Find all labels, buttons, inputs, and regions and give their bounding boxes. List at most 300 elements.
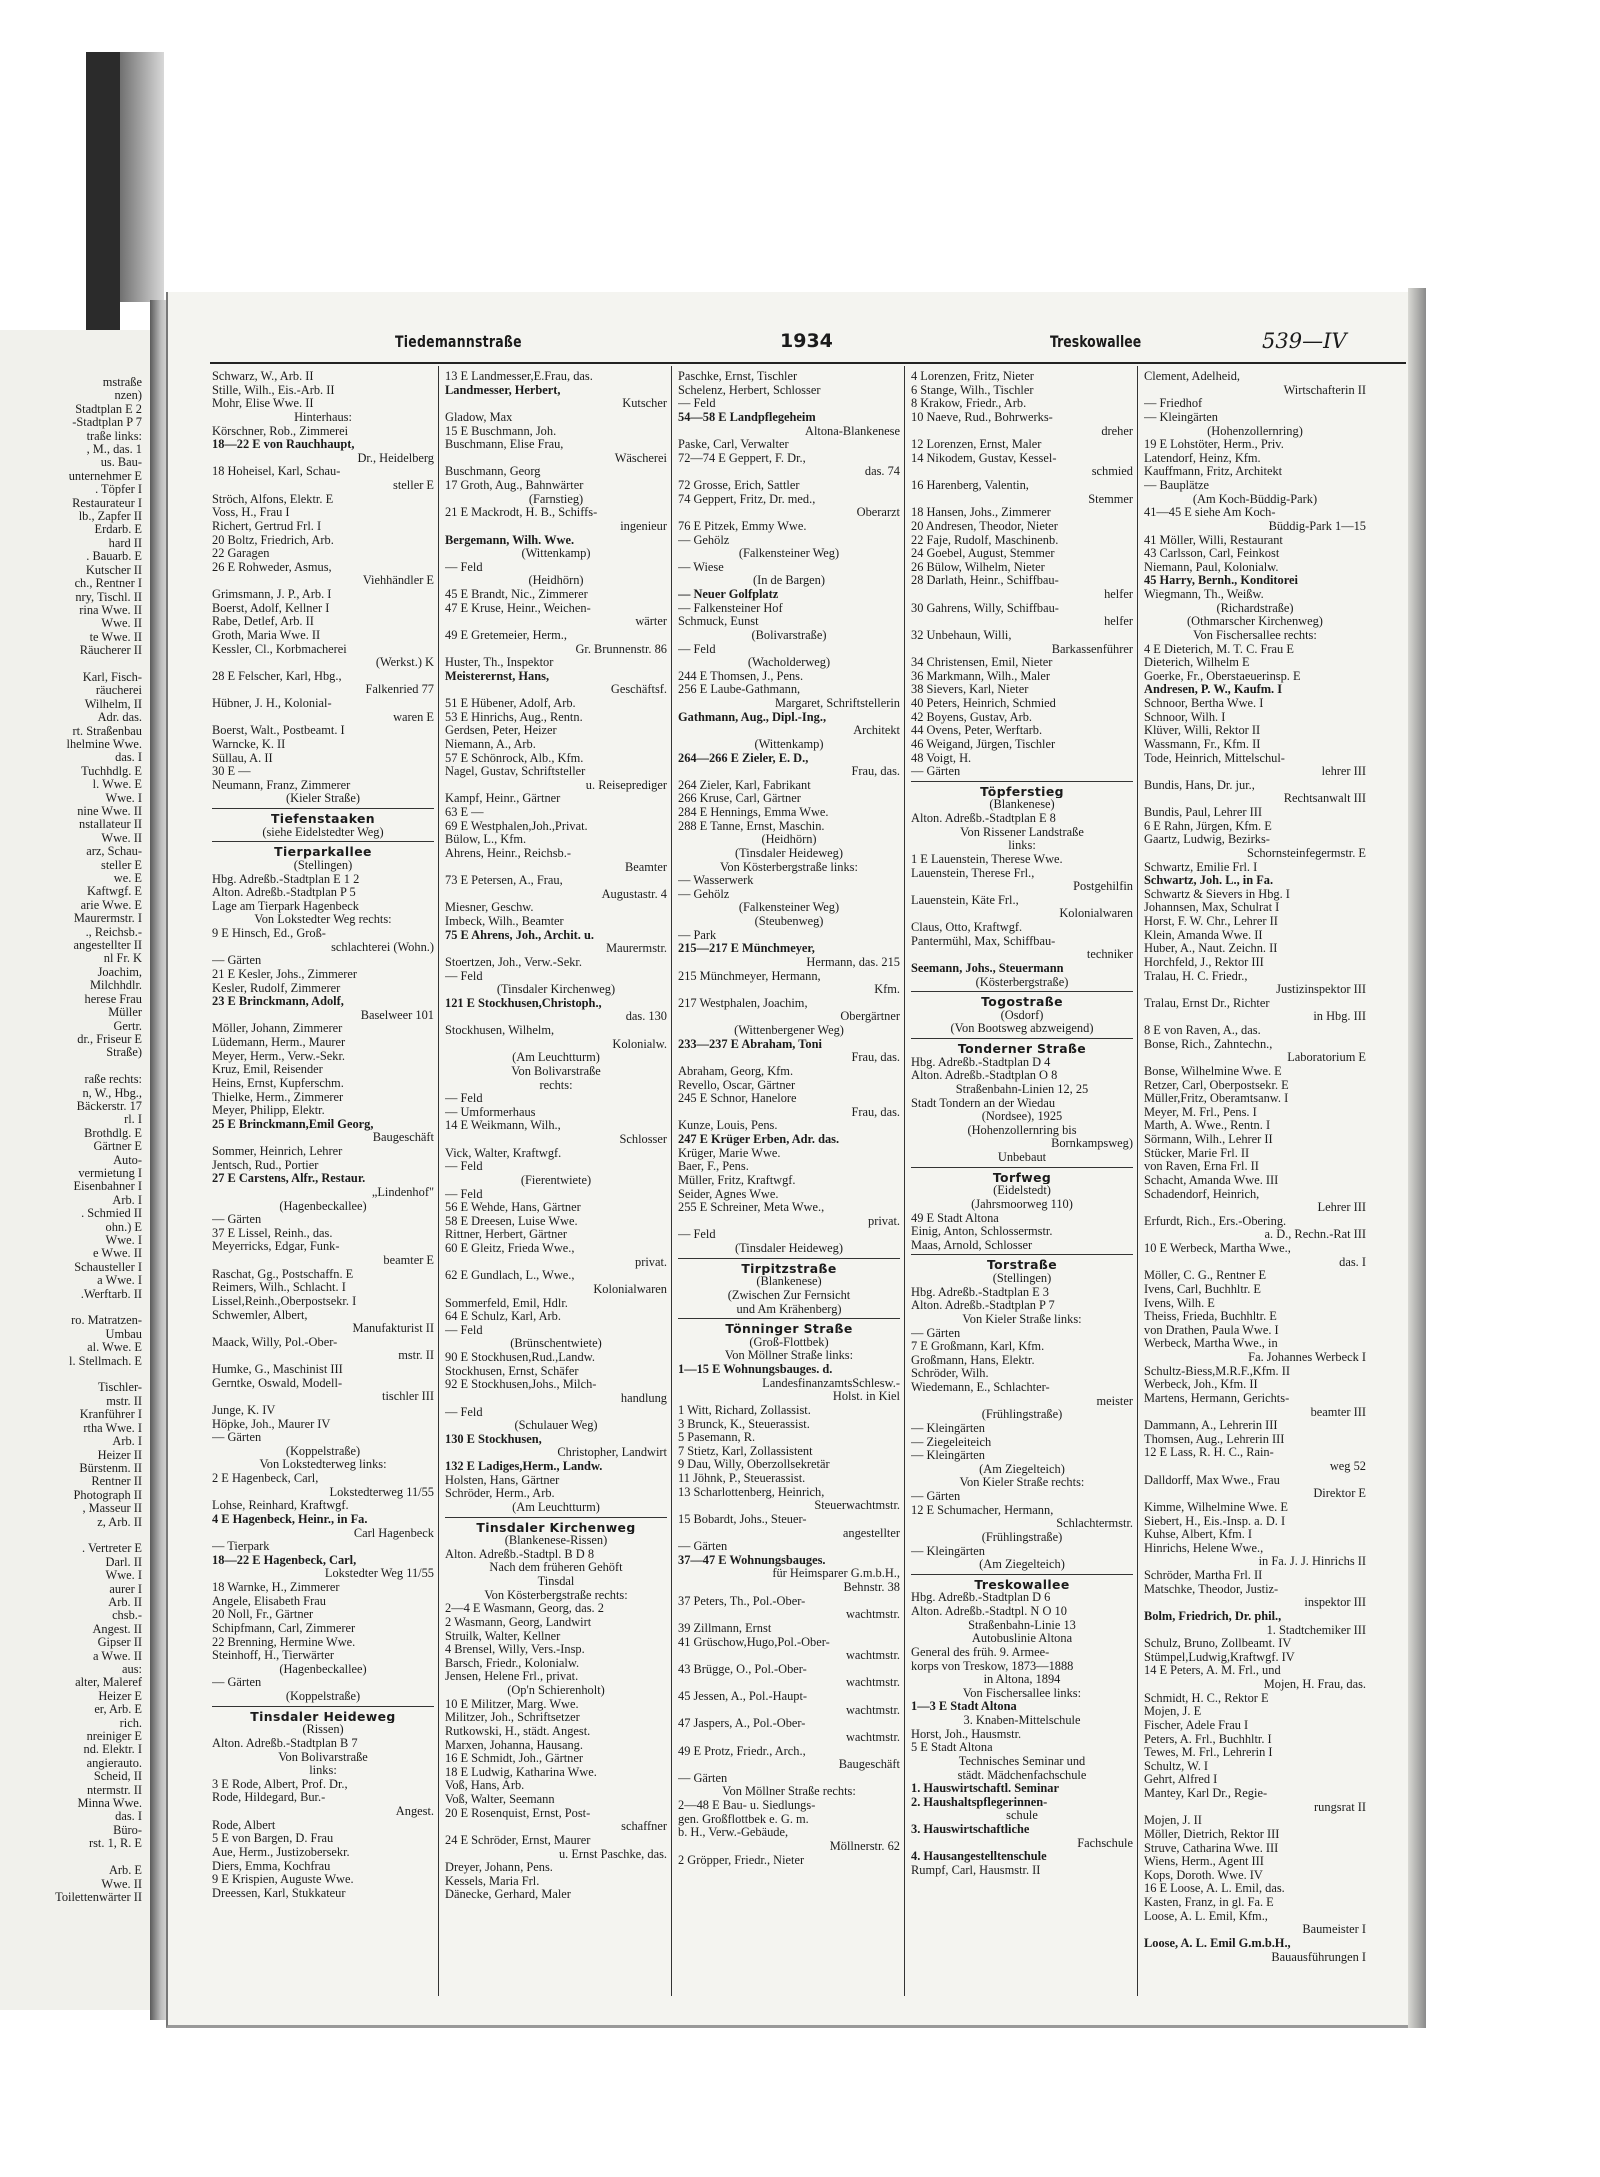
directory-line: 18 Hoheisel, Karl, Schau-: [212, 465, 341, 479]
directory-line: 2. Haushaltspflegerinnen-: [911, 1795, 1048, 1809]
directory-line: (Othmarscher Kirchenweg): [1187, 615, 1323, 629]
left-page-line: Straße): [106, 1046, 142, 1060]
directory-line: Gehrt, Alfred I: [1144, 1773, 1218, 1787]
header-page-number: 539—IV: [1262, 329, 1347, 353]
directory-line: 74 Geppert, Fritz, Dr. med.,: [678, 492, 816, 506]
directory-line: 1—15 E Wohnungsbauges. d.: [678, 1363, 833, 1376]
directory-line: Peters, A. Frl., Buchhltr. I: [1144, 1732, 1272, 1746]
directory-line: — Bauplätze: [1144, 479, 1210, 492]
directory-line: 57 E Schönrock, Alb., Kfm.: [445, 751, 584, 765]
directory-line: Tewes, M. Frl., Lehrerin I: [1144, 1746, 1273, 1760]
directory-line: 15 E Buschmann, Joh.: [445, 424, 557, 438]
directory-line: Imbeck, Wilh., Beamter: [445, 915, 564, 928]
directory-line: schmied: [1091, 465, 1133, 479]
directory-line: Lauenstein, Käte Frl.,: [911, 893, 1019, 907]
directory-line: rechts:: [539, 1078, 573, 1092]
directory-line: Meyer, M. Frl., Pens. I: [1144, 1105, 1257, 1119]
left-page-line: . Bauarb. E: [86, 550, 142, 564]
directory-line: (Am Leuchtturm): [512, 1500, 600, 1514]
directory-line: 1. Hauswirtschaftl. Seminar: [911, 1782, 1059, 1796]
directory-line: Rittner, Herbert, Gärtner: [445, 1228, 567, 1242]
directory-line: Meyerricks, Edgar, Funk-: [212, 1240, 340, 1254]
directory-line: Nagel, Gustav, Schriftsteller: [445, 765, 586, 779]
directory-line: Ströch, Alfons, Elektr. E: [212, 492, 334, 506]
directory-line: 4 E Hagenbeck, Heinr., in Fa.: [212, 1512, 368, 1526]
left-page-line: us. Bau-: [100, 456, 142, 470]
left-page-line: n, W., Hbg.,: [82, 1086, 142, 1100]
directory-line: Alton. Adreßb.-Stadtplan P 5: [212, 886, 356, 900]
directory-line: das. 74: [864, 465, 900, 479]
directory-line: (Hagenbeckallee): [279, 1199, 367, 1213]
directory-line: (Frühlingstraße): [981, 1408, 1063, 1422]
left-page-line: -Stadtplan P 7: [72, 416, 142, 430]
directory-line: 37 E Lissel, Reinh., das.: [212, 1226, 333, 1240]
directory-line: Dalldorff, Max Wwe., Frau: [1144, 1473, 1280, 1487]
directory-line: Schipfmann, Carl, Zimmerer: [212, 1621, 356, 1635]
left-page-line: Photograph II: [73, 1488, 142, 1502]
directory-line: Boerst, Walt., Postbeamt. I: [212, 724, 345, 738]
directory-line: Viehhändler E: [362, 574, 434, 588]
left-page-line: l. Stellmach. E: [69, 1354, 142, 1368]
directory-line: — Feld: [445, 560, 483, 574]
left-page-line: . Vertreter E: [82, 1542, 142, 1556]
directory-line: Stockhusen, Wilhelm,: [445, 1024, 555, 1037]
directory-line: Von Lokstedter Weg rechts:: [254, 913, 392, 927]
directory-line: Schornsteinfegermstr. E: [1246, 846, 1366, 860]
directory-line: Schnoor, Bertha Wwe. I: [1144, 697, 1264, 710]
left-page-line: Stadtplan E 2: [75, 402, 142, 416]
directory-line: Jentsch, Rud., Portier: [212, 1158, 319, 1172]
directory-line: Vick, Walter, Kraftwgf.: [445, 1146, 562, 1160]
directory-line: Goerke, Fr., Oberstaeuerinsp. E: [1144, 669, 1301, 683]
left-page-line: traße links:: [86, 429, 142, 443]
directory-line: Unbebaut: [997, 1151, 1047, 1164]
directory-line: Niemann, A., Arb.: [445, 737, 536, 751]
directory-line: Bülow, L., Kfm.: [445, 833, 527, 847]
directory-line: 51 E Hübener, Adolf, Arb.: [445, 697, 576, 710]
street-heading: Tiefenstaaken: [270, 812, 376, 826]
left-page-line: nd. Elektr. I: [83, 1743, 142, 1757]
directory-line: schule: [1006, 1809, 1038, 1823]
directory-line: 284 E Hennings, Emma Wwe.: [678, 806, 829, 819]
left-page-line: [2, 1368, 142, 1381]
directory-line: 64 E Schulz, Karl, Arb.: [445, 1310, 561, 1324]
directory-line: 4 E Dieterich, M. T. C. Frau E: [1144, 642, 1294, 656]
directory-line: Wassmann, Fr., Kfm. II: [1144, 737, 1261, 751]
directory-line: Siebert, H., Eis.-Insp. a. D. I: [1144, 1514, 1286, 1528]
directory-line: Gr. Brunnenstr. 86: [575, 642, 667, 656]
left-page-line: rich.: [119, 1716, 142, 1730]
directory-line: Ahrens, Heinr., Reichsb.-: [445, 846, 571, 860]
left-page-line: angestellter II: [73, 939, 142, 953]
directory-line: Kasten, Franz, in gl. Fa. E: [1144, 1896, 1274, 1909]
directory-line: 27 E Carstens, Alfr., Restaur.: [212, 1172, 366, 1186]
directory-line: Möllnerstr. 62: [829, 1839, 900, 1853]
directory-line: (Groß-Flottbek): [749, 1335, 829, 1349]
directory-line: Alton. Adreßb.-Stadtplan E 8: [911, 812, 1056, 825]
directory-line: Von Bolivarstraße: [278, 1750, 368, 1764]
directory-line: gen. Großflottbek e. G. m.: [678, 1812, 809, 1826]
directory-line: u. Reiseprediger: [585, 778, 667, 792]
directory-line: Von Kieler Straße links:: [962, 1312, 1082, 1326]
directory-line: Wiedemann, E., Schlachter-: [911, 1381, 1050, 1394]
directory-line: Johannsen, Max, Schulrat I: [1144, 901, 1280, 915]
directory-line: 20 Andresen, Theodor, Nieter: [911, 519, 1058, 533]
directory-line: 1 Witt, Richard, Zollassist.: [678, 1403, 811, 1417]
left-page-line: räucherei: [95, 684, 142, 698]
directory-line: Erfurdt, Rich., Ers.-Obering.: [1144, 1214, 1287, 1228]
directory-line: Geschäftsf.: [610, 683, 667, 697]
directory-line: Hbg. Adreßb.-Stadtplan D 6: [911, 1591, 1051, 1605]
directory-line: Lage am Tierpark Hagenbeck: [212, 899, 359, 913]
left-page-line: nry, Tischl. II: [75, 590, 142, 604]
directory-line: 54—58 E Landpflegeheim: [678, 410, 816, 424]
directory-line: (Op'n Schierenholt): [507, 1684, 605, 1697]
directory-line: Martens, Hermann, Gerichts-: [1144, 1391, 1290, 1405]
directory-line: 18—22 E von Rauchhaupt,: [212, 438, 355, 452]
directory-line: Thomsen, Aug., Lehrerin III: [1144, 1432, 1285, 1446]
directory-line: privat.: [868, 1214, 900, 1228]
directory-line: 41 Grüschow,Hugo,Pol.-Ober-: [678, 1635, 830, 1649]
directory-line: Seider, Agnes Wwe.: [678, 1187, 779, 1201]
directory-line: Thielke, Herm., Zimmerer: [212, 1090, 344, 1104]
column-divider: [1137, 366, 1138, 1996]
directory-line: waren E: [393, 710, 434, 724]
left-page-line: Heizer E: [98, 1689, 142, 1703]
directory-line: Mojen, H. Frau, das.: [1263, 1678, 1366, 1691]
directory-line: (Eidelstedt): [993, 1184, 1051, 1198]
directory-line: 37—47 E Wohnungsbauges.: [678, 1553, 826, 1567]
directory-line: Müller, Fritz, Kraftwgf.: [678, 1173, 796, 1187]
directory-line: (Am Ziegelteich): [979, 1558, 1065, 1572]
directory-line: Neumann, Franz, Zimmerer: [212, 778, 351, 792]
left-page-line: ohn.) E: [105, 1220, 142, 1234]
directory-line: 47 Jaspers, A., Pol.-Ober-: [678, 1717, 806, 1731]
directory-line: 12 E Schumacher, Hermann,: [911, 1503, 1054, 1517]
directory-line: 9 Dau, Willy, Oberzollsekretär: [678, 1458, 830, 1472]
directory-line: 92 E Stockhusen,Johs., Milch-: [445, 1378, 597, 1392]
left-page-line: aus:: [122, 1663, 142, 1676]
directory-line: Rutkowski, H., städt. Angest.: [445, 1724, 591, 1738]
left-page-line: rl. I: [124, 1113, 142, 1127]
directory-line: Hinterhaus:: [294, 410, 352, 424]
left-page-line: rt. Straßenbau: [72, 724, 142, 738]
directory-line: — Gärten: [911, 1326, 961, 1340]
directory-line: Schröder, Herm., Arb.: [445, 1487, 555, 1501]
directory-line: Reimers, Wilh., Schlacht. I: [212, 1281, 346, 1295]
directory-line: Marth, A. Wwe., Rentn. I: [1144, 1119, 1271, 1133]
directory-line: beamter III: [1310, 1405, 1366, 1419]
left-page-line: Brothdlg. E: [84, 1126, 142, 1140]
directory-line: 48 Voigt, H.: [911, 751, 972, 765]
directory-line: Landmesser, Herbert,: [445, 383, 561, 397]
directory-line: 3 E Rode, Albert, Prof. Dr.,: [212, 1777, 348, 1791]
directory-line: Ivens, Wilh. E: [1144, 1296, 1215, 1310]
directory-line: (Blankenese-Rissen): [504, 1534, 608, 1548]
directory-line: (Hohenzollernring): [1207, 424, 1303, 438]
directory-line: LandesfinanzamtsSchlesw.-: [762, 1376, 900, 1390]
directory-line: 49 E Protz, Friedr., Arch.,: [678, 1744, 806, 1758]
directory-line: Straßenbahn-Linie 13: [968, 1618, 1076, 1632]
left-page-line: [2, 658, 142, 671]
directory-line: und Am Krähenberg): [736, 1302, 842, 1316]
directory-line: Kessler, Cl., Korbmacherei: [212, 642, 347, 656]
left-page-line: z, Arb. II: [97, 1515, 142, 1529]
directory-line: 14 Nikodem, Gustav, Kessel-: [911, 451, 1057, 465]
directory-line: — Tierpark: [212, 1540, 270, 1554]
directory-line: Pantermühl, Max, Schiffbau-: [911, 934, 1056, 948]
directory-line: Matschke, Theodor, Justiz-: [1144, 1582, 1279, 1596]
directory-line: Von Möllner Straße links:: [724, 1349, 854, 1363]
directory-line: Buschmann, Georg: [445, 465, 541, 479]
directory-line: Kolonialwaren: [593, 1282, 667, 1296]
directory-line: Bornkampsweg): [1051, 1137, 1133, 1151]
directory-line: Steuerwachtmstr.: [814, 1499, 900, 1513]
directory-line: (Stellingen): [992, 1272, 1052, 1285]
header-year: 1934: [780, 330, 833, 352]
directory-line: 7 E Großmann, Karl, Kfm.: [911, 1340, 1045, 1354]
directory-line: (Kieler Straße): [286, 792, 360, 806]
directory-line: — Feld: [445, 1323, 483, 1337]
directory-line: Alton. Adreßb.-Stadtplan O 8: [911, 1069, 1058, 1083]
directory-line: Alton. Adreßb.-Stadtplan P 7: [911, 1299, 1055, 1313]
directory-line: Schlosser: [619, 1133, 667, 1146]
directory-line: Marxen, Johanna, Hausang.: [445, 1738, 583, 1752]
directory-line: helfer: [1104, 615, 1133, 629]
directory-line: — Neuer Golfplatz: [678, 588, 779, 601]
directory-line: schaffner: [621, 1820, 667, 1834]
directory-line: Lokstedter Weg 11/55: [324, 1567, 434, 1581]
directory-line: Körschner, Rob., Zimmerei: [212, 424, 349, 438]
directory-line: Mojen, J. II: [1144, 1814, 1202, 1828]
directory-line: 16 Harenberg, Valentin,: [911, 479, 1029, 492]
directory-page: [166, 292, 1422, 2028]
directory-line: Miesner, Geschw.: [445, 901, 534, 915]
left-page-line: das. I: [115, 1810, 142, 1824]
left-page-line: aurer I: [109, 1582, 142, 1596]
directory-line: Justizinspektor III: [1276, 983, 1366, 997]
left-page-line: ntermstr. II: [86, 1783, 142, 1797]
left-page-line: Wilhelm, II: [84, 697, 142, 711]
directory-line: Laboratorium E: [1287, 1051, 1366, 1065]
directory-line: 41 Möller, Willi, Restaurant: [1144, 533, 1283, 547]
directory-line: Voss, H., Frau I: [212, 506, 290, 520]
directory-line: Sommerfeld, Emil, Hdlr.: [445, 1296, 568, 1310]
directory-line: — Feld: [445, 1187, 483, 1201]
directory-line: Kolonialwaren: [1059, 907, 1133, 921]
directory-line: Dammann, A., Lehrerin III: [1144, 1419, 1278, 1433]
directory-line: 49 E Gretemeier, Herm.,: [445, 628, 567, 642]
directory-line: Möller, Dietrich, Rektor III: [1144, 1827, 1280, 1841]
directory-line: 62 E Gundlach, L., Wwe.,: [445, 1269, 575, 1283]
directory-line: u. Ernst Paschke, das.: [558, 1847, 667, 1861]
directory-line: Baselweer 101: [360, 1008, 434, 1022]
left-page-line: hard II: [108, 536, 142, 550]
left-page-line: Arb. II: [108, 1595, 142, 1609]
left-page-line: rtha Wwe. I: [83, 1421, 142, 1435]
left-page-line: Kutscher II: [85, 563, 142, 577]
directory-column-4: [911, 370, 1133, 1990]
directory-line: Nach dem früheren Gehöft: [489, 1561, 623, 1575]
directory-line: (Tinsdaler Heideweg): [735, 1242, 843, 1255]
directory-line: Stemmer: [1088, 492, 1133, 506]
directory-line: Obergärtner: [840, 1010, 900, 1024]
directory-line: Rode, Albert: [212, 1818, 276, 1832]
directory-line: Groth, Maria Wwe. II: [212, 628, 321, 642]
directory-line: Kfm.: [874, 983, 900, 997]
directory-line: Süllau, A. II: [212, 751, 273, 765]
directory-line: Schacht, Amanda Wwe. III: [1144, 1173, 1279, 1187]
directory-line: Architekt: [853, 724, 900, 738]
directory-line: 20 Boltz, Friedrich, Arb.: [212, 533, 334, 547]
left-page-line: , Masseur II: [82, 1502, 142, 1516]
directory-line: Retzer, Carl, Oberpostsekr. E: [1144, 1078, 1289, 1092]
directory-line: Schnoor, Wilh. I: [1144, 710, 1226, 724]
left-page-line: arz, Schau-: [86, 845, 142, 859]
directory-line: Diers, Emma, Kochfrau: [212, 1859, 331, 1873]
directory-line: (Falkensteiner Weg): [738, 547, 840, 561]
left-page-line: Kranführer I: [79, 1408, 142, 1422]
directory-line: 247 E Krüger Erben, Adr. das.: [678, 1133, 840, 1146]
directory-line: 215—217 E Münchmeyer,: [678, 942, 815, 956]
directory-line: b. H., Verw.-Gebäude,: [678, 1826, 789, 1840]
directory-line: Horst, F. W. Chr., Lehrer II: [1144, 915, 1278, 928]
left-page-line: [2, 1060, 142, 1073]
directory-line: (Wacholderweg): [747, 656, 831, 670]
directory-line: Kolonialw.: [612, 1037, 667, 1051]
directory-line: Krüger, Marie Wwe.: [678, 1146, 781, 1160]
directory-line: (Heidhörn): [528, 574, 584, 588]
street-heading: Togostraße: [981, 995, 1063, 1009]
directory-line: Oberarzt: [856, 506, 900, 520]
directory-line: Gladow, Max: [445, 410, 513, 424]
directory-line: Meisterernst, Hans,: [445, 669, 550, 683]
directory-line: 73 E Petersen, A., Frau,: [445, 874, 563, 888]
directory-line: 2 Gröpper, Friedr., Nieter: [678, 1853, 805, 1867]
directory-line: a. D., Rechn.-Rat III: [1264, 1228, 1366, 1242]
directory-line: 19 E Lohstöter, Herm., Priv.: [1144, 438, 1284, 452]
left-page-line: ch., Rentner I: [74, 577, 142, 591]
directory-line: — Gärten: [911, 1490, 961, 1503]
directory-line: Möller, C. G., Rentner E: [1144, 1269, 1267, 1283]
directory-line: Stümpel,Ludwig,Kraftwgf. IV: [1144, 1650, 1295, 1664]
directory-line: 18 Hansen, Johs., Zimmerer: [911, 506, 1051, 520]
directory-line: Horst, Joh., Hausmstr.: [911, 1727, 1022, 1741]
directory-line: 288 E Tanne, Ernst, Maschin.: [678, 819, 825, 833]
directory-line: (Koppelstraße): [285, 1690, 361, 1703]
directory-line: Höpke, Joh., Maurer IV: [212, 1417, 331, 1431]
directory-line: 217 Westphalen, Joachim,: [678, 996, 808, 1010]
directory-line: 14 E Peters, A. M. Frl., und: [1144, 1664, 1281, 1678]
directory-line: 6 Stange, Wilh., Tischler: [911, 383, 1034, 397]
directory-line: — Feld: [445, 969, 483, 983]
directory-line: in Fa. J. J. Hinrichs II: [1258, 1555, 1366, 1569]
directory-line: — Gärten: [212, 1213, 262, 1227]
directory-line: Straßenbahn-Linien 12, 25: [955, 1082, 1089, 1096]
directory-line: Kuhse, Albert, Kfm. I: [1144, 1528, 1253, 1542]
directory-line: Clement, Adelheid,: [1144, 370, 1241, 383]
left-page-line: alter, Maleref: [75, 1676, 142, 1690]
directory-line: Werbeck, Joh., Kfm. II: [1144, 1378, 1258, 1392]
left-page-line: Scheid, II: [93, 1770, 142, 1784]
left-page-line: Müller: [108, 1006, 142, 1020]
directory-line: 76 E Pitzek, Emmy Wwe.: [678, 519, 807, 533]
directory-line: — Gärten: [678, 1771, 728, 1785]
left-page-line: te Wwe. II: [89, 630, 142, 644]
directory-line: Mohr, Elise Wwe. II: [212, 397, 314, 411]
directory-line: Grimsmann, J. P., Arb. I: [212, 588, 332, 601]
directory-line: Stille, Wilh., Eis.-Arb. II: [212, 383, 335, 397]
directory-line: (Am Ziegelteich): [979, 1462, 1065, 1476]
directory-line: Dieterich, Wilhelm E: [1144, 656, 1250, 670]
directory-line: (Fierentwiete): [520, 1173, 592, 1187]
directory-line: 56 E Wehde, Hans, Gärtner: [445, 1201, 581, 1215]
directory-line: korps von Treskow, 1873—1888: [911, 1659, 1074, 1673]
directory-line: 44 Ovens, Peter, Werftarb.: [911, 724, 1043, 738]
directory-line: Autobuslinie Altona: [971, 1632, 1073, 1646]
directory-line: 7 Stietz, Karl, Zollassistent: [678, 1444, 813, 1458]
directory-line: 41—45 E siehe Am Koch-: [1144, 506, 1276, 520]
directory-line: (Nordsee), 1925: [981, 1110, 1063, 1124]
directory-line: 24 Goebel, August, Stemmer: [911, 547, 1055, 561]
directory-line: Militzer, Joh., Schriftsetzer: [445, 1711, 580, 1725]
directory-line: städt. Mädchenfachschule: [957, 1768, 1087, 1782]
directory-line: 47 E Kruse, Heinr., Weichen-: [445, 601, 591, 615]
directory-line: Alton. Adreßb.-Stadtplan B 7: [212, 1736, 358, 1750]
directory-line: (siehe Eidelstedter Weg): [262, 825, 384, 839]
directory-line: tischler III: [382, 1390, 434, 1404]
left-page-line: Angest. II: [92, 1622, 142, 1636]
directory-line: Wiegmann, Th., Weißw.: [1144, 588, 1264, 601]
left-page-line: al. Wwe. E: [87, 1341, 142, 1355]
directory-line: Frau, das.: [851, 1105, 900, 1119]
directory-line: Theiss, Frieda, Buchhltr. E: [1144, 1310, 1277, 1324]
directory-line: Kruz, Emil, Reisender: [212, 1063, 323, 1077]
directory-line: Werbeck, Martha Wwe., in: [1144, 1337, 1278, 1351]
directory-column-1: [212, 370, 434, 1990]
directory-line: techniker: [1086, 948, 1133, 962]
left-page-line: lb., Zapfer II: [78, 510, 142, 524]
directory-line: Dreessen, Karl, Stukkateur: [212, 1886, 346, 1900]
left-page-line: Toilettenwärter II: [55, 1890, 142, 1904]
directory-line: 90 E Stockhusen,Rud.,Landw.: [445, 1351, 595, 1364]
directory-line: Voß, Hans, Arb.: [445, 1779, 525, 1793]
header-rule: [210, 362, 1406, 364]
directory-line: 23 E Brinckmann, Adolf,: [212, 995, 344, 1009]
directory-line: 5 Pasemann, R.: [678, 1431, 756, 1445]
directory-line: — Feld: [678, 1228, 716, 1242]
directory-line: 45 Harry, Bernh., Konditorei: [1144, 574, 1298, 588]
directory-line: Hermann, das. 215: [806, 955, 900, 969]
directory-line: Altona-Blankenese: [805, 424, 900, 438]
directory-line: 32 Unbehaun, Willi,: [911, 628, 1012, 642]
directory-line: — Gärten: [678, 1540, 728, 1554]
directory-line: Steinhoff, H., Tierwärter: [212, 1649, 334, 1663]
directory-line: — Gehölz: [678, 533, 730, 547]
directory-line: Bonse, Wilhelmine Wwe. E: [1144, 1064, 1282, 1078]
directory-line: (Wittenbergener Weg): [734, 1024, 844, 1037]
directory-line: Schlachtermstr.: [1056, 1517, 1133, 1531]
directory-line: 16 E Loose, A. L. Emil, das.: [1144, 1882, 1285, 1896]
directory-line: Von Lokstedterweg links:: [259, 1458, 387, 1472]
directory-line: Huster, Th., Inspektor: [445, 656, 554, 670]
left-page-line: unternehmer E: [68, 469, 142, 483]
directory-line: 49 E Stadt Altona: [911, 1211, 999, 1225]
directory-line: Christopher, Landwirt: [557, 1446, 667, 1460]
directory-line: Jensen, Helene Frl., privat.: [445, 1670, 579, 1684]
left-page-line: Gertr.: [113, 1019, 142, 1033]
street-heading: Tirpitzstraße: [741, 1261, 837, 1276]
